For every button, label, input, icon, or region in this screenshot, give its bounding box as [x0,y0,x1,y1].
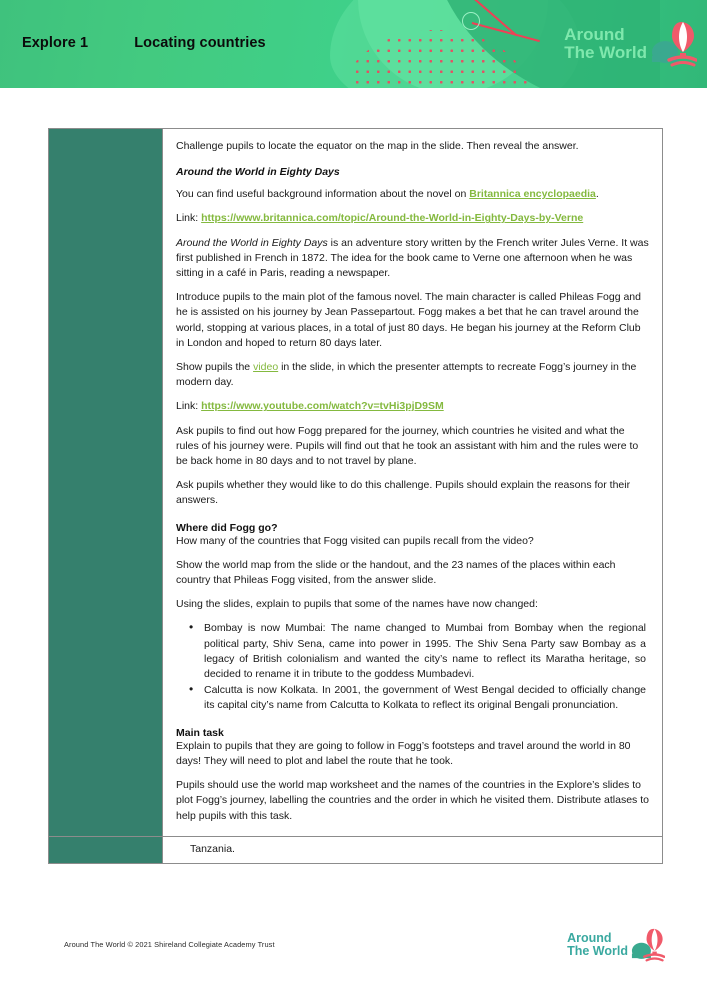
footer-logo-text [567,932,628,959]
footer-logo-line-1: Around [567,930,612,945]
novel-description-paragraph [176,236,650,282]
novel-title-italic: Around the World in Eighty Days [176,236,328,249]
background-paragraph [176,187,650,202]
name-changes-list [176,621,650,713]
background-text-suffix: . [595,188,599,201]
video-text-suffix: in the slide, in which the presenter attempts to recreate Fogg’s journey in the modern day. [176,361,637,389]
section-heading-where-did-fogg-go: Where did Fogg go? [176,521,278,534]
intro-paragraph: Challenge pupils to locate the equator on the map in the slide. Then reveal the answer. [176,140,579,152]
footer-logo [567,926,665,964]
hot-air-balloon-icon [651,18,697,70]
tanzania-text: Tanzania. [190,842,235,855]
video-link[interactable]: video [253,361,279,374]
challenge-paragraph: Ask pupils whether they would like to do this challenge. Pupils should explain the reasons for their answers. [176,479,631,507]
table-green-column-cell [49,129,163,836]
header-logo [564,18,697,70]
youtube-url-link[interactable]: https://www.youtube.com/watch?v=tvHi3pjD9SM [201,400,444,413]
worksheet-paragraph: Pupils should use the world map worksheet and the names of the countries in the Explore’s slides to plot Fogg’s journey, labelling the countries and the order in which he visited them. Distribute atlases to help pupils with this task. [176,779,649,822]
explore-label: Explore 1 [22,35,89,51]
plot-paragraph: Introduce pupils to the main plot of the famous novel. The main character is called Phileas Fogg and he is assisted on his journey by Jean Passepartout. Fogg makes a bet that he can travel around the world, stopping at various places, in a total of just 80 days. He began his journey at the Reform Club in London and hoped to return 80 days later. [176,291,641,349]
section-heading-main-task: Main task [176,726,224,739]
hot-air-balloon-icon [631,926,665,964]
header-logo-line-1: Around [564,25,625,44]
list-item: • Calcutta is now Kolkata. In 2001, the government of West Bengal decided to officially change its capital city’s name from Calcutta to Kolkata to reflect its original Bengali pronunciation. [204,683,650,713]
table-row-continuation [49,837,662,863]
content-table [48,128,663,864]
header-logo-line-2: The World [564,43,647,62]
britannica-link[interactable]: Britannica encyclopaedia [469,188,596,201]
background-text-prefix: You can find useful background information about the novel on [176,188,470,201]
header-circle-marker-icon [462,12,480,30]
youtube-link-line [176,399,650,414]
video-text-prefix: Show pupils the [176,361,254,374]
prepare-paragraph: Ask pupils to find out how Fogg prepared for the journey, which countries he visited and what the rules of his journey were. Pupils will find out that he took an assistant with him and the rules were to be back home in 80 days and to not travel by plane. [176,424,639,468]
britannica-link-line [176,211,650,226]
footer-logo-line-2: The World [567,944,628,958]
britannica-url-link[interactable]: https://www.britannica.com/topic/Around-the-World-in-Eighty-Days-by-Verne [201,212,584,225]
header-title-group [22,35,266,51]
link-label-2: Link: [176,400,199,413]
list-item: • Bombay is now Mumbai: The name changed to Mumbai from Bombay when the regional political party, Shiv Sena, came into power in 1995. The Shiv Sena Party saw Bombay as a legacy of British colonialism and wanted the city’s name to reflect its Maratha heritage, so decided to rename it in tribute to the goddess Mumbadevi. [204,621,650,682]
table-green-column-cell-continuation [49,837,163,863]
video-paragraph [176,360,650,390]
table-continuation-cell [163,837,662,863]
header-logo-text [564,26,647,62]
page-footer [0,922,707,1000]
page-title: Locating countries [134,35,266,51]
recall-question-paragraph: How many of the countries that Fogg visited can pupils recall from the video? [176,534,534,547]
page-header [0,0,707,88]
table-content-cell [163,129,662,836]
main-task-paragraph: Explain to pupils that they are going to follow in Fogg’s footsteps and travel around the world in 80 days! They will need to plot and label the route that he took. [176,739,631,767]
link-label-1: Link: [176,212,199,225]
section-heading-novel: Around the World in Eighty Days [176,166,340,179]
names-changed-intro-paragraph: Using the slides, explain to pupils that some of the names have now changed: [176,598,538,611]
novel-description-text: is an adventure story written by the French writer Jules Verne. It was first published in French in 1872. The idea for the book came to Verne one afternoon when he was sitting in a café in Paris, reading a newspaper. [176,236,649,280]
table-row [49,129,662,837]
copyright-text: Around The World © 2021 Shireland Collegiate Academy Trust [64,940,275,949]
world-map-paragraph: Show the world map from the slide or the handout, and the 23 names of the places within each country that Phileas Fogg visited, from the answer slide. [176,558,616,587]
